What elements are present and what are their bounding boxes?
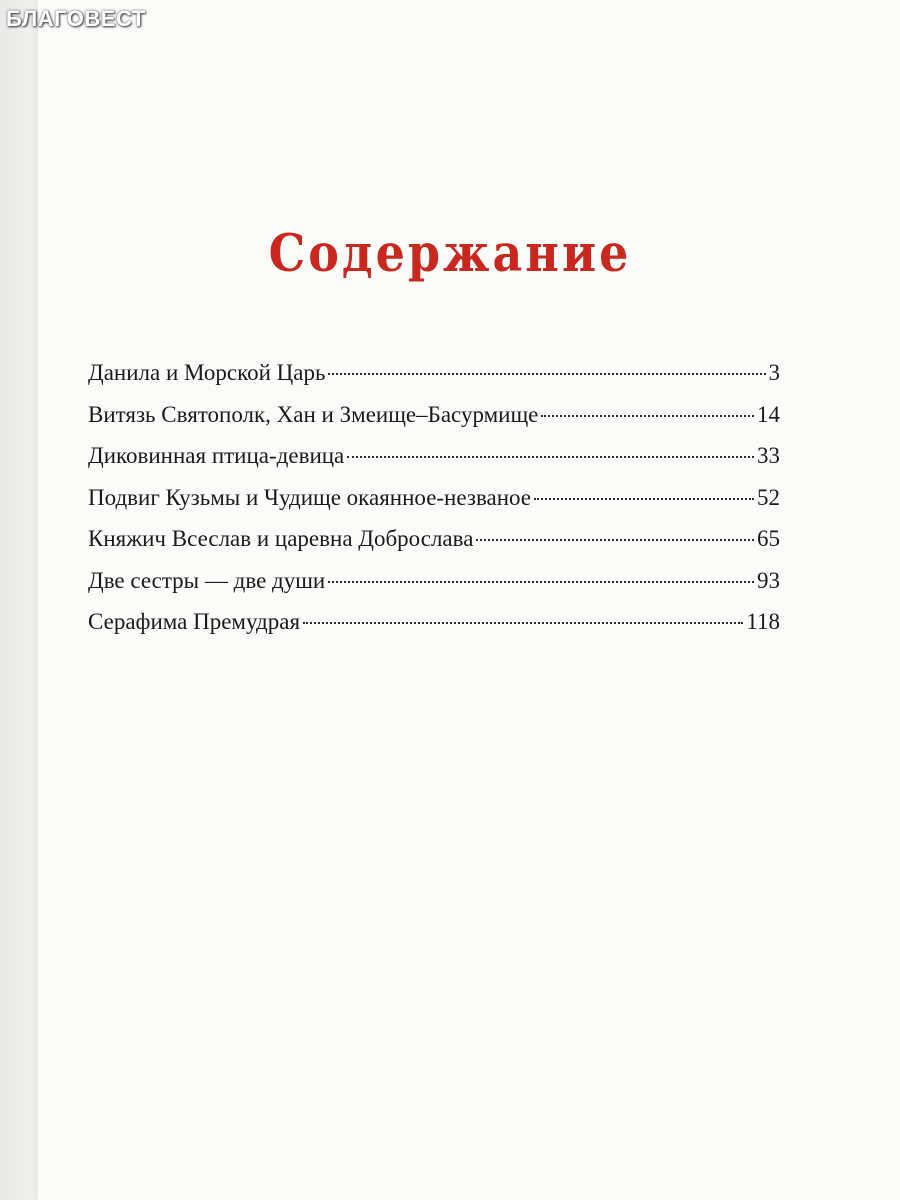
- toc-entry-page: 33: [757, 443, 780, 468]
- toc-entry-title: Княжич Всеслав и царевна Доброслава: [88, 526, 474, 551]
- toc-entry: [88, 485, 780, 527]
- toc-entry-title: Диковинная птица-девица: [88, 443, 345, 468]
- dot-leader: [328, 373, 765, 375]
- dot-leader: [347, 456, 754, 458]
- toc-entry-title: Две сестры — две души: [88, 567, 326, 593]
- toc-entry-page: 93: [757, 567, 780, 593]
- toc-entry: [88, 609, 780, 651]
- dot-leader: [541, 415, 754, 417]
- toc-entry: [88, 360, 780, 402]
- watermark-logo: БЛАГОВЕСТ: [6, 6, 146, 31]
- page-title: Содержание: [268, 222, 632, 284]
- toc-entry-page: 14: [757, 401, 780, 427]
- book-spine-edge: [0, 0, 38, 1200]
- toc-entry-page: 118: [746, 609, 780, 634]
- dot-leader: [328, 581, 754, 583]
- dot-leader: [303, 622, 743, 624]
- toc-entry-page: 65: [757, 526, 780, 551]
- table-of-contents: [88, 360, 780, 651]
- toc-entry-page: 52: [757, 484, 780, 510]
- toc-entry-title: Данила и Морской Царь: [88, 360, 326, 385]
- toc-entry: [88, 402, 780, 444]
- toc-entry: [88, 568, 780, 610]
- dot-leader: [534, 498, 754, 500]
- toc-entry-title: Витязь Святополк, Хан и Змеище–Басурмище: [88, 401, 539, 427]
- toc-entry: [88, 526, 780, 568]
- toc-entry-title: Серафима Премудрая: [88, 609, 301, 634]
- toc-entry: [88, 443, 780, 485]
- toc-entry-title: Подвиг Кузьмы и Чудище окаянное-незваное: [88, 484, 532, 510]
- toc-entry-page: 3: [768, 360, 780, 385]
- dot-leader: [476, 539, 754, 541]
